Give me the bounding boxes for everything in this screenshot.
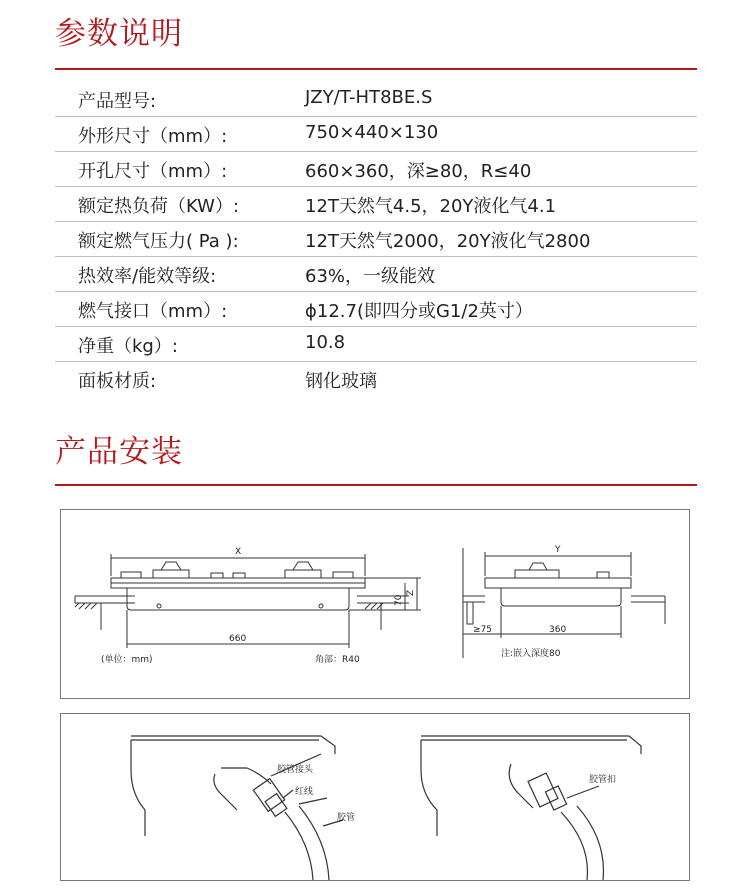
spec-value: 12T天然气4.5，20Y液化气4.1 <box>305 196 557 217</box>
spec-label: 燃气接口（mm）: <box>78 301 228 322</box>
spec-label: 开孔尺寸（mm）: <box>78 161 228 182</box>
front-height-label: 70 <box>394 594 404 606</box>
spec-row-cutout <box>55 152 697 187</box>
hose-drawing <box>61 714 689 880</box>
side-min-label: ≥75 <box>473 625 492 635</box>
spec-row-model <box>55 82 697 117</box>
spec-label: 外形尺寸（mm）: <box>78 126 228 147</box>
spec-row-dimensions <box>55 117 697 152</box>
spec-row-efficiency <box>55 257 697 292</box>
title-divider <box>55 68 697 70</box>
spec-label: 产品型号: <box>78 91 157 112</box>
spec-row-heat-load <box>55 187 697 222</box>
spec-value: ϕ12.7(即四分或G1/2英寸） <box>305 301 533 322</box>
spec-value: 10.8 <box>305 332 346 353</box>
side-note: 注:嵌入深度80 <box>501 649 561 659</box>
spec-value: 63%，一级能效 <box>305 266 436 287</box>
spec-value: 660×360，深≥80，R≤40 <box>305 161 532 182</box>
dimension-drawing <box>61 510 689 698</box>
front-depth-label: Z <box>406 589 416 596</box>
front-opening-label: 660 <box>229 634 247 644</box>
gas-hose-connection-diagram <box>60 713 690 881</box>
connector-label: 胶管接头 <box>277 765 314 775</box>
spec-row-gas-inlet <box>55 292 697 327</box>
title-divider <box>55 484 697 486</box>
wire-label: 红线 <box>295 787 314 797</box>
unit-label: (单位：mm) <box>101 655 153 665</box>
spec-label: 面板材质: <box>78 371 157 392</box>
spec-label: 热效率/能效等级: <box>78 266 217 287</box>
spec-row-gas-pressure <box>55 222 697 257</box>
spec-value: 12T天然气2000，20Y液化气2800 <box>305 231 591 252</box>
clip-label: 胶管扣 <box>589 775 617 785</box>
spec-value: JZY/T-HT8BE.S <box>305 87 433 108</box>
installation-dimension-diagram <box>60 509 690 699</box>
spec-value: 750×440×130 <box>305 122 439 143</box>
side-opening-label: 360 <box>549 625 567 635</box>
spec-table <box>55 82 697 396</box>
side-width-label: Y <box>555 545 561 555</box>
spec-row-panel-material <box>55 362 697 396</box>
spec-value: 钢化玻璃 <box>305 371 377 392</box>
spec-row-weight <box>55 327 697 362</box>
spec-label: 额定燃气压力( Pa ): <box>78 231 239 252</box>
front-width-label: X <box>235 547 242 557</box>
spec-label: 额定热负荷（KW）: <box>78 196 240 217</box>
hose-label: 胶管 <box>337 813 356 823</box>
corner-label: 角部：R40 <box>315 655 360 665</box>
section-title-parameters: 参数说明 <box>55 16 183 52</box>
section-title-installation: 产品安装 <box>55 434 183 470</box>
spec-label: 净重（kg）: <box>78 336 178 357</box>
